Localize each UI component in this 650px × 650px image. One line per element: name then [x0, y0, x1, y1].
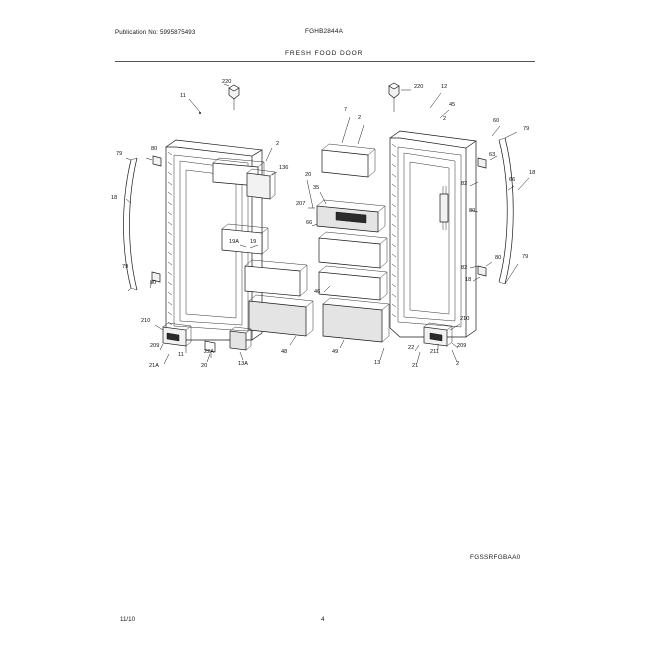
callout-79-right-bottom: 79 — [522, 254, 529, 260]
section-title: FRESH FOOD DOOR — [285, 50, 364, 57]
callout-220-left: 220 — [222, 79, 232, 85]
callout-21A: 21A — [149, 363, 159, 369]
callout-66-left: 66 — [306, 220, 313, 226]
callout-12: 12 — [441, 84, 448, 90]
footer-code: FGSSRFGBAA0 — [470, 554, 521, 561]
callout-79-left-bottom: 79 — [122, 264, 129, 270]
callout-13A: 13A — [238, 361, 248, 367]
callout-21: 21 — [412, 363, 419, 369]
callout-80-right-top: 80 — [469, 208, 476, 214]
callout-45: 45 — [449, 102, 456, 108]
callout-22A: 22A — [204, 349, 214, 355]
callout-207: 207 — [296, 201, 306, 207]
footer-date: 11/10 — [120, 616, 136, 623]
callout-2-right: 2 — [443, 116, 447, 122]
model-number: FGHB2844A — [305, 28, 344, 35]
callout-63: 63 — [489, 152, 496, 158]
callout-7: 7 — [344, 107, 348, 113]
callout-19: 19 — [250, 239, 257, 245]
callout-136: 136 — [279, 165, 289, 171]
publication-label-text: Publication No: — [115, 29, 159, 36]
callout-209-left: 209 — [150, 343, 160, 349]
page-number: 4 — [321, 616, 325, 623]
callout-66-right: 66 — [509, 177, 516, 183]
callout-209-right: 209 — [457, 343, 467, 349]
callout-18-right-bottom: 18 — [465, 277, 472, 283]
callout-46: 46 — [314, 289, 321, 295]
callout-18-left: 18 — [111, 195, 118, 201]
callout-11-left: 11 — [180, 93, 186, 99]
callout-79-left-top: 79 — [116, 151, 123, 157]
callout-79-right-top: 79 — [523, 126, 530, 132]
callout-82-top: 82 — [461, 181, 468, 187]
callout-220-right: 220 — [414, 84, 424, 90]
callout-80-left-bottom: 80 — [150, 280, 157, 286]
callout-49: 49 — [332, 349, 339, 355]
callout-2-right-top: 2 — [358, 115, 362, 121]
callout-80-left-top: 80 — [151, 146, 158, 152]
callout-19A: 19A — [229, 239, 239, 245]
callout-60: 60 — [493, 118, 500, 124]
callout-18-right: 18 — [529, 170, 536, 176]
callout-13: 13 — [374, 360, 381, 366]
callout-11-left-bottom: 11 — [178, 352, 184, 358]
callout-210-right: 210 — [460, 316, 470, 322]
callout-210-left: 210 — [141, 318, 151, 324]
callout-48: 48 — [281, 349, 288, 355]
callout-2-right-bottom: 2 — [456, 361, 460, 367]
callout-35: 35 — [313, 185, 320, 191]
callout-20-right: 20 — [305, 172, 312, 178]
callout-82-bottom: 82 — [461, 265, 468, 271]
callout-20-left: 20 — [201, 363, 208, 369]
callout-211: 211 — [430, 349, 439, 355]
publication-number: 5995875493 — [159, 29, 196, 36]
callout-22: 22 — [408, 345, 415, 351]
callout-80-right-bottom: 80 — [495, 255, 502, 261]
callout-2-left: 2 — [276, 141, 280, 147]
